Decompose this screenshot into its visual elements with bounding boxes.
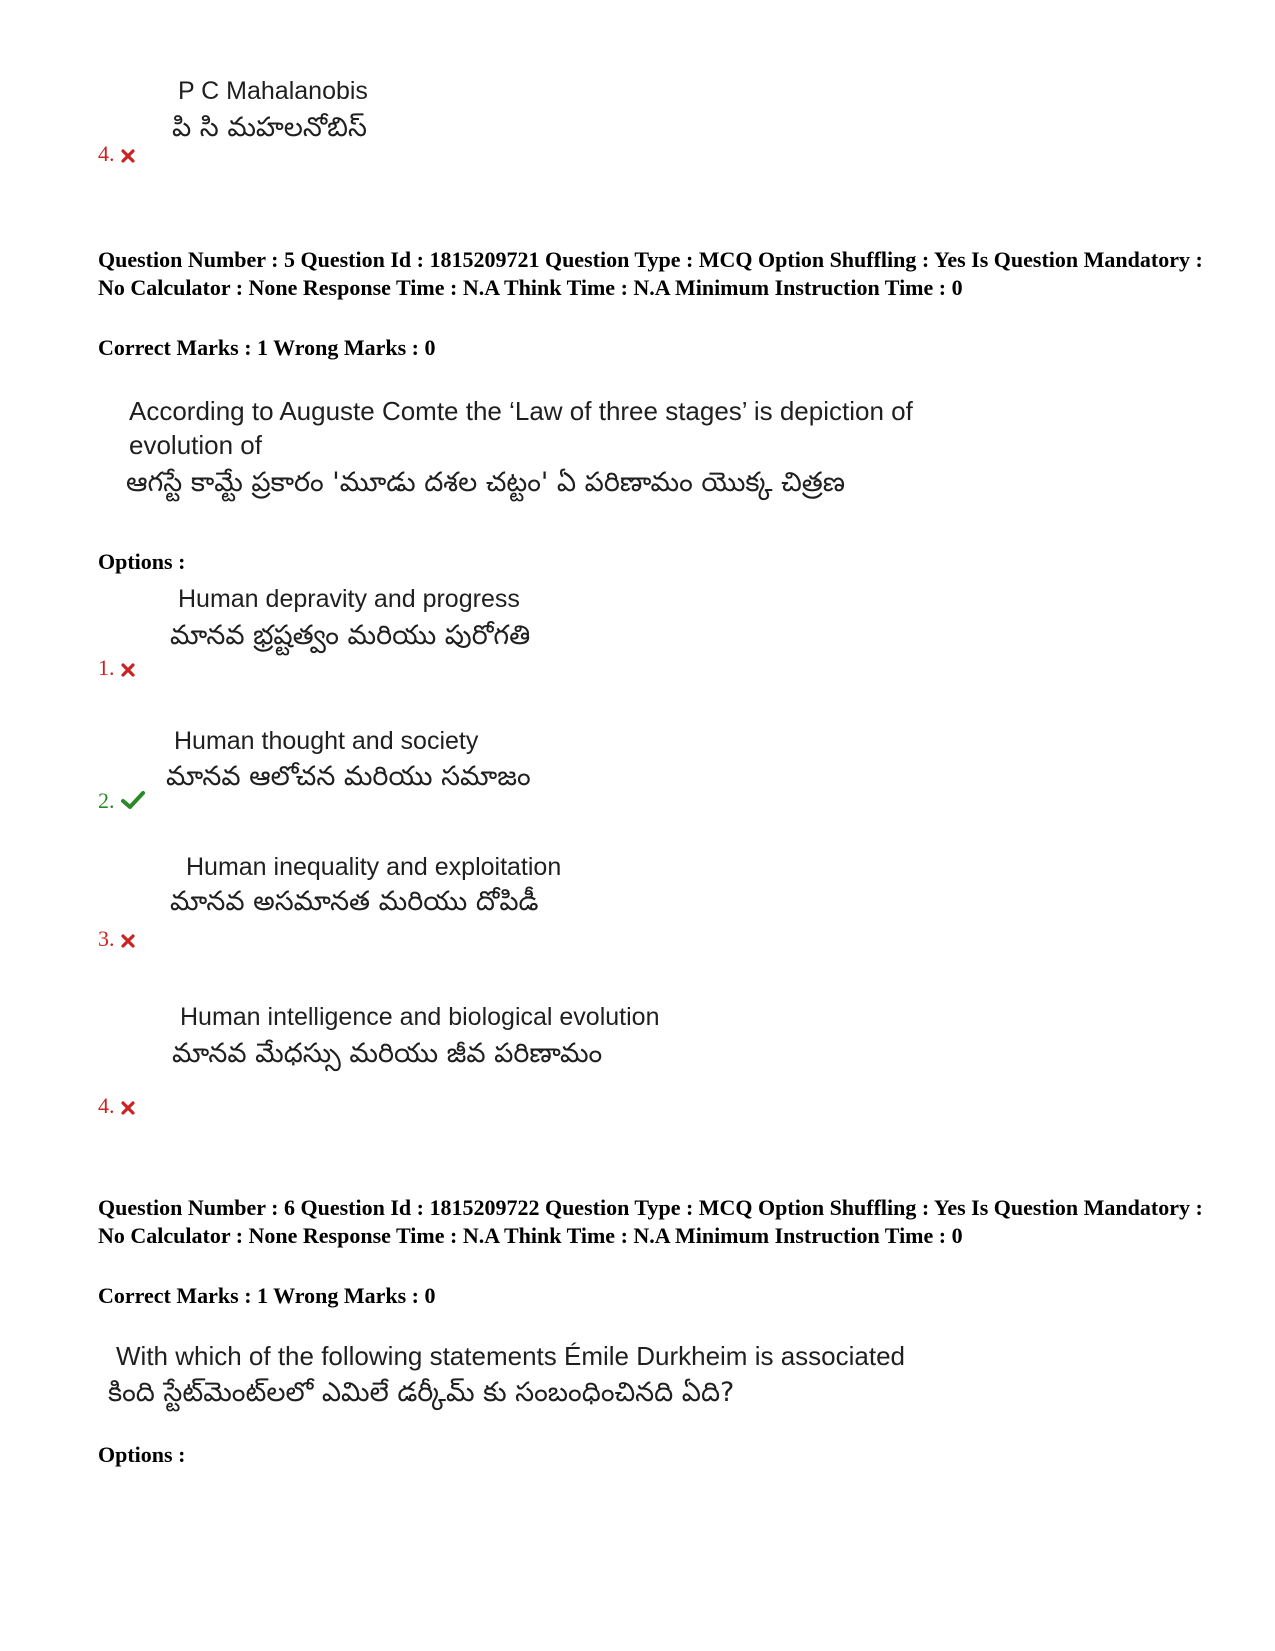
- cross-icon: [121, 143, 135, 169]
- option-number-label: 4.: [98, 1093, 115, 1118]
- question-5-options-label: Options :: [98, 549, 186, 574]
- q5-option-2-english: Human thought and society: [174, 727, 479, 755]
- question-6-options-label: Options :: [98, 1442, 186, 1467]
- q5-option-1-telugu: మానవ భ్రష్టత్వం మరియు పురోగతి: [170, 620, 531, 651]
- question-6-english: With which of the following statements Émile Durkheim is associated: [116, 1341, 905, 1371]
- question-5-telugu: ఆగస్టే కామ్టే ప్రకారం 'మూడు దశల చట్టం' ఏ పరిణామం యొక్క చిత్రణ: [126, 467, 846, 498]
- cross-icon: [121, 1095, 135, 1121]
- question-6-meta: Question Number : 6 Question Id : 1815209722 Question Type : MCQ Option Shuffling : Yes Is Question Mandatory : No Calculator : None Response Time : N.A Think Time : N.A Minimum Instruction Time : 0: [98, 1195, 1203, 1248]
- option-telugu: పి సి మహలనోబిస్: [172, 112, 367, 143]
- check-icon: [121, 790, 145, 816]
- cross-icon: [121, 657, 135, 683]
- question-5-english: According to Auguste Comte the ‘Law of three stages’ is depiction of evolution of: [129, 396, 913, 460]
- cross-icon: [121, 928, 135, 954]
- q5-option-3-number: [98, 926, 135, 954]
- option-number-label: 3.: [98, 926, 115, 951]
- question-5-marks: Correct Marks : 1 Wrong Marks : 0: [98, 335, 436, 360]
- question-5-meta: Question Number : 5 Question Id : 1815209721 Question Type : MCQ Option Shuffling : Yes Is Question Mandatory : No Calculator : None Response Time : N.A Think Time : N.A Minimum Instruction Time : 0: [98, 247, 1203, 300]
- q5-option-4-number: [98, 1093, 135, 1121]
- q5-option-4-telugu: మానవ మేధస్సు మరియు జీవ పరిణామం: [172, 1038, 603, 1069]
- q5-option-3-telugu: మానవ అసమానత మరియు దోపిడీ: [170, 886, 539, 917]
- question-6-marks: Correct Marks : 1 Wrong Marks : 0: [98, 1283, 436, 1308]
- q5-option-3-english: Human inequality and exploitation: [186, 853, 562, 881]
- q5-option-1-english: Human depravity and progress: [178, 585, 520, 613]
- option-number: [98, 141, 135, 169]
- option-number-label: 2.: [98, 788, 115, 813]
- q5-option-2-telugu: మానవ ఆలోచన మరియు సమాజం: [166, 761, 531, 792]
- option-english: P C Mahalanobis: [178, 77, 368, 105]
- q5-option-2-number: [98, 788, 145, 816]
- option-number-label: 1.: [98, 655, 115, 680]
- question-6-telugu: కింది స్టేట్‌మెంట్‌లలో ఎమిలే డర్కీమ్ కు సంబంధించినది ఏది?: [108, 1377, 735, 1408]
- q5-option-4-english: Human intelligence and biological evolution: [180, 1003, 660, 1031]
- q5-option-1-number: [98, 655, 135, 683]
- option-number-label: 4.: [98, 141, 115, 166]
